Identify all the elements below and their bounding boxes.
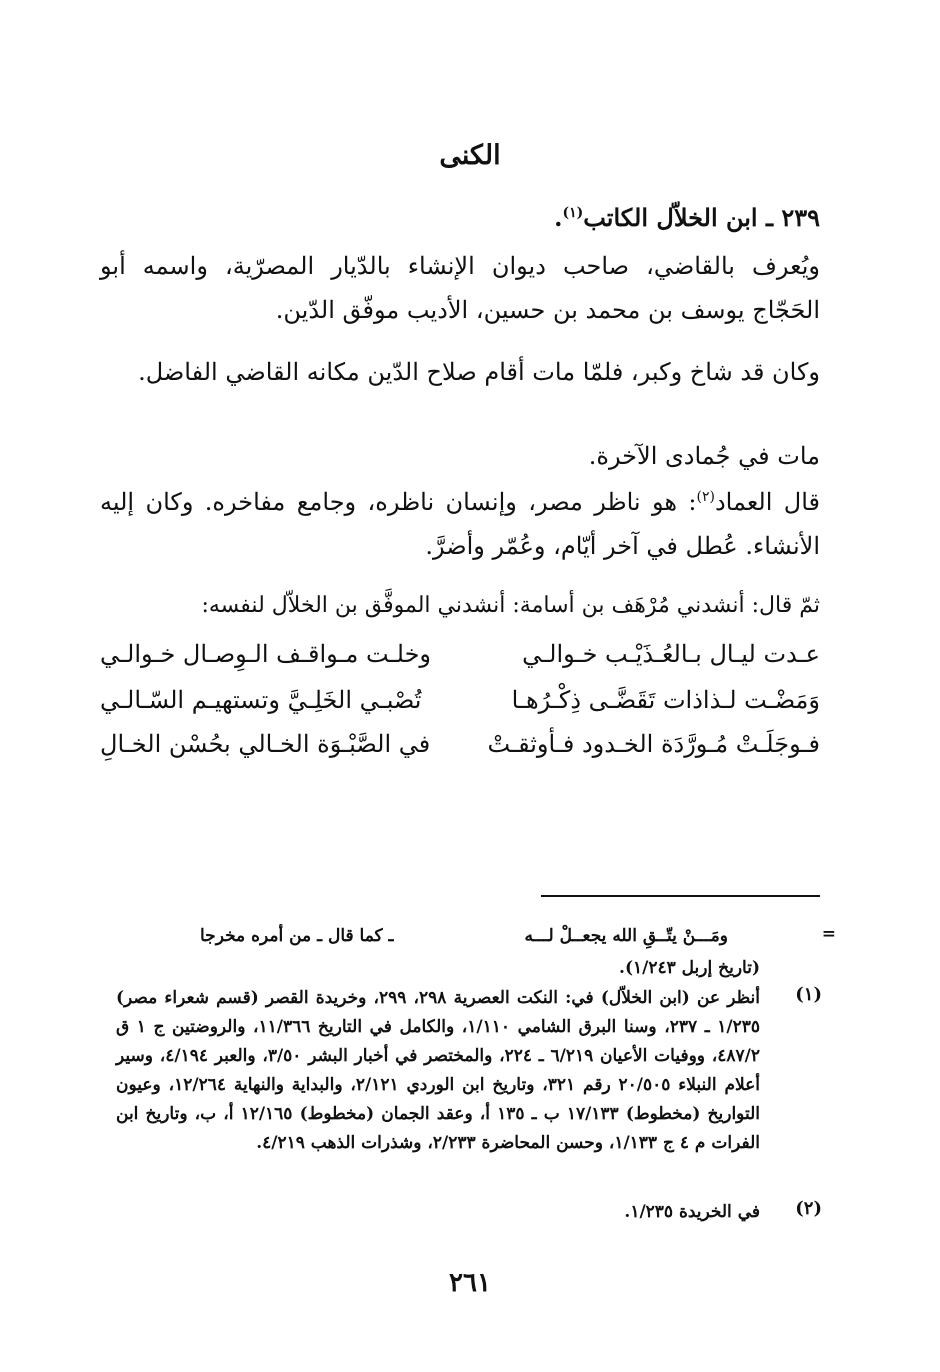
poem-verse: [100, 686, 820, 730]
verse-first-hemistich: فـوجَلَـتْ مُـورَّدَة الخـدود فـأوثقـتْ: [487, 730, 820, 758]
entry-heading: ٢٣٩ ـ ابن الخلاّل الكاتب$^{(١)}$.: [554, 203, 820, 232]
footnote-separator: [541, 895, 820, 897]
footnote-number-2: (٢): [795, 1198, 822, 1219]
paragraph-1: ويُعرف بالقاضي، صاحب ديوان الإنشاء بالدّيار المصرّية، واسمه أبو الحَجّاج يوسف بن محمد بن حسين، الأديب موفّق الدّين.: [100, 252, 820, 324]
page-header: الكنى: [439, 140, 501, 171]
continuation-mark: =: [821, 924, 836, 944]
paragraph-3: مات في جُمادى الآخرة.: [588, 442, 820, 470]
footnote-2: في الخريدة ١/٢٣٥.: [624, 1202, 760, 1222]
footnote-ref-1: (١): [562, 205, 584, 221]
verse-first-hemistich: عـدت ليـال بـالعُـذَيْـب خـوالـي: [522, 640, 820, 668]
verse-second-hemistich: في الصَّبْـوَة الخـالي بحُسْن الخـالِ: [100, 730, 431, 758]
verse-first-hemistich: وَمَضْـت لـذاذات تَقَضَّـى ذِكْـرُهـا: [511, 686, 820, 714]
poem-verse: [100, 640, 820, 684]
paragraph-5: ثمّ قال: أنشدني مُرْهَف بن أسامة: أنشدني الموفَّق بن الخلاّل لنفسه:: [201, 593, 820, 618]
poem-verse: [100, 730, 820, 774]
continuation-verse-b: ـ كما قال ـ من أمره مخرجا: [200, 926, 394, 946]
continuation-source: (تاريخ إربل ١/٢٤٣).: [619, 958, 760, 978]
verse-second-hemistich: وخلـت مـواقـف الـوِصـال خـوالـي: [100, 640, 432, 668]
paragraph-4: قال العماد$^{(٢)}$: هو ناظر مصر، وإنسان ناظره، وجامع مفاخره. وكان إليه الأنشاء. عُطل في آخر أيّام، وعُمّر وأضرَّ.: [100, 488, 820, 560]
continuation-verse-a: ومَـــنْ يتّــقِ الله يجعــلْ لـــه: [524, 926, 728, 946]
footnote-number-1: (١): [795, 984, 822, 1005]
paragraph-2: وكان قد شاخ وكبر، فلمّا مات أقام صلاح الدّين مكانه القاضي الفاضل.: [138, 358, 820, 386]
verse-second-hemistich: تُصْبـي الخَلِـيَّ وتستهيـم السّـالـي: [100, 686, 422, 714]
entry-heading-text: ٢٣٩ ـ ابن الخلاّل الكاتب: [583, 203, 820, 232]
footnote-ref-2: (٢): [696, 489, 715, 505]
page-number: ٢٦١: [449, 1268, 491, 1298]
footnote-1: أنظر عن (ابن الخلاّل) في: النكت العصرية ٢٩٨، ٢٩٩، وخريدة القصر (قسم شعراء مصر) ١/٢٣٥ ـ ٢٣٧، وسنا البرق الشامي ١/١١٠، والكامل في التاريخ ١١/٣٦٦، والروضتين ج ١ ق ٤٨٧/٢، ووفيات الأعيان ٦/٢١٩ ـ ٢٢٤، والمختصر في أخبار البشر ٣/٥٠، والعبر ٤/١٩٤، وسير أعلام النبلاء ٢٠/٥٠٥ رقم ٣٢١، وتاريخ ابن الوردي ٢/١٢١، والبداية والنهاية ١٢/٢٦٤، وعيون التواريخ (مخطوط) ١٧/١٣٣ ب ـ ١٣٥ أ، وعقد الجمان (مخطوط) ١٢/١٦٥ أ، ب، وتاريخ ابن الفرات م ٤ ج ١/١٣٣، وحسن المحاضرة ٢/٢٣٣، وشذرات الذهب ٤/٢١٩.: [116, 988, 760, 1153]
